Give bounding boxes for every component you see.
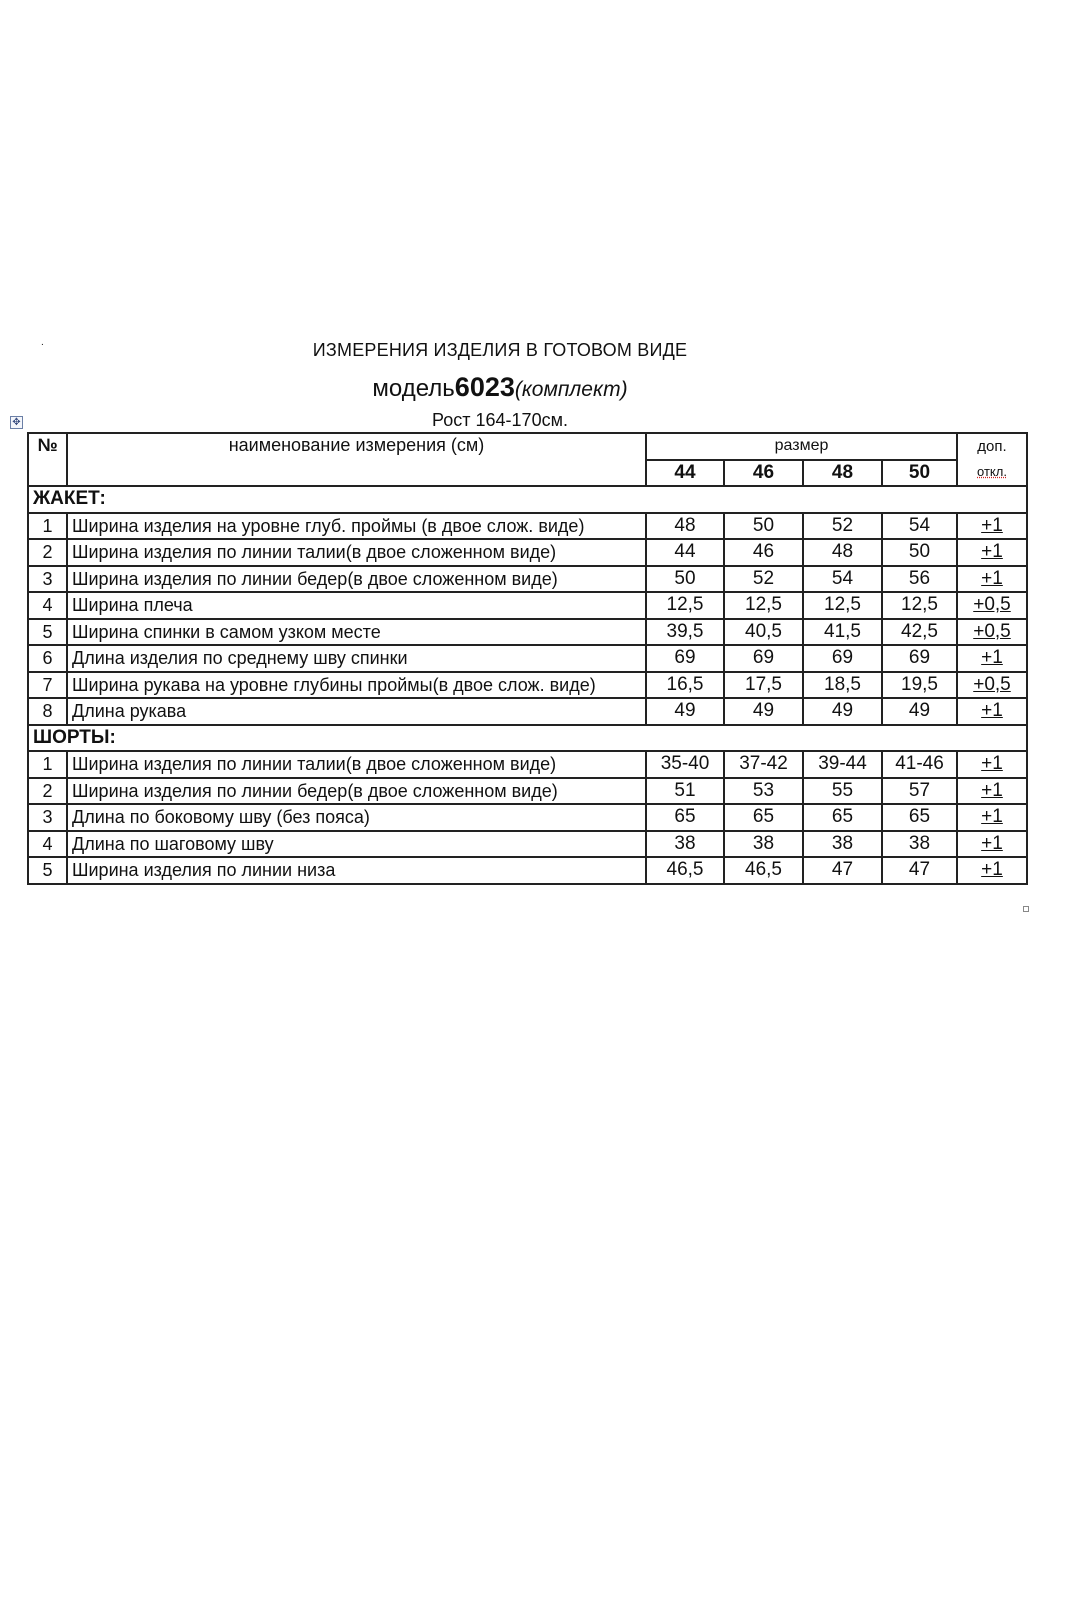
measurement-value: 41-46 (882, 751, 957, 778)
column-header-size: размер (646, 433, 957, 460)
measurement-name: Ширина изделия по линии бедер(в двое сложенном виде) (67, 778, 646, 805)
measurement-value: 52 (724, 566, 803, 593)
measurement-value: 49 (803, 698, 882, 725)
tolerance-value (957, 592, 1027, 619)
table-row (28, 539, 1027, 566)
tolerance-value (957, 539, 1027, 566)
tolerance-value (957, 566, 1027, 593)
row-number: 3 (28, 804, 67, 831)
table-move-handle-icon[interactable]: ✥ (10, 416, 23, 429)
page-title: ИЗМЕРЕНИЯ ИЗДЕЛИЯ В ГОТОВОМ ВИДЕ (312, 340, 688, 360)
measurement-value: 39,5 (646, 619, 724, 646)
size-header: 44 (646, 460, 724, 487)
tolerance-text: +0,5 (973, 594, 1011, 616)
table-row (28, 513, 1027, 540)
tolerance-text: +1 (981, 753, 1003, 775)
measurement-value: 49 (724, 698, 803, 725)
measurement-value: 46 (724, 539, 803, 566)
measurement-value: 12,5 (724, 592, 803, 619)
measurement-value: 49 (882, 698, 957, 725)
height-range: Рост 164-170см. (432, 410, 568, 430)
measurement-value: 19,5 (882, 672, 957, 699)
measurement-value: 65 (882, 804, 957, 831)
measurement-value: 54 (882, 513, 957, 540)
measurement-value: 44 (646, 539, 724, 566)
table-row (28, 857, 1027, 884)
measurement-value: 12,5 (803, 592, 882, 619)
table-row (28, 778, 1027, 805)
measurement-value: 46,5 (724, 857, 803, 884)
table-row (28, 566, 1027, 593)
tolerance-value (957, 804, 1027, 831)
measurement-value: 65 (724, 804, 803, 831)
row-number: 5 (28, 857, 67, 884)
row-number: 6 (28, 645, 67, 672)
tolerance-text: +0,5 (973, 673, 1011, 695)
model-prefix: модель (372, 375, 455, 402)
measurement-value: 18,5 (803, 672, 882, 699)
tolerance-value (957, 778, 1027, 805)
measurement-value: 35-40 (646, 751, 724, 778)
tolerance-text: +1 (981, 541, 1003, 563)
row-number: 1 (28, 513, 67, 540)
measurement-value: 56 (882, 566, 957, 593)
measurement-value: 69 (724, 645, 803, 672)
tolerance-text: +1 (981, 832, 1003, 854)
measurement-value: 50 (646, 566, 724, 593)
table-row (28, 804, 1027, 831)
section-title: ШОРТЫ: (28, 725, 1027, 752)
model-line (0, 372, 1000, 403)
table-row (28, 672, 1027, 699)
measurement-value: 38 (646, 831, 724, 858)
measurement-value: 57 (882, 778, 957, 805)
tolerance-value (957, 513, 1027, 540)
table-row (28, 698, 1027, 725)
measurement-value: 47 (803, 857, 882, 884)
measurement-name: Ширина изделия на уровне глуб. проймы (в двое слож. виде) (67, 513, 646, 540)
table-row (28, 619, 1027, 646)
row-number: 1 (28, 751, 67, 778)
measurement-name: Ширина плеча (67, 592, 646, 619)
model-number: 6023 (454, 372, 515, 402)
table-row (28, 592, 1027, 619)
tolerance-text: +1 (981, 647, 1003, 669)
measurement-value: 12,5 (882, 592, 957, 619)
measurement-value: 48 (646, 513, 724, 540)
measurement-value: 65 (646, 804, 724, 831)
table-row (28, 645, 1027, 672)
measurement-name: Длина по боковому шву (без пояса) (67, 804, 646, 831)
measurement-value: 42,5 (882, 619, 957, 646)
measurement-value: 40,5 (724, 619, 803, 646)
measurement-name: Длина изделия по среднему шву спинки (67, 645, 646, 672)
row-number: 4 (28, 592, 67, 619)
tolerance-text: +0,5 (973, 620, 1011, 642)
measurement-name: Ширина изделия по линии бедер(в двое сложенном виде) (67, 566, 646, 593)
measurement-name: Ширина изделия по линии талии(в двое сложенном виде) (67, 751, 646, 778)
measurement-value: 38 (803, 831, 882, 858)
column-header-tolerance: доп. (957, 433, 1027, 460)
model-note: (комплект) (514, 378, 628, 401)
measurement-value: 12,5 (646, 592, 724, 619)
tolerance-text: +1 (981, 859, 1003, 881)
size-header: 50 (882, 460, 957, 487)
column-header-name: наименование измерения (см) (67, 433, 646, 486)
measurement-value: 46,5 (646, 857, 724, 884)
measurement-value: 51 (646, 778, 724, 805)
tolerance-value (957, 645, 1027, 672)
measurement-value: 47 (882, 857, 957, 884)
measurement-name: Ширина изделия по линии низа (67, 857, 646, 884)
measurement-name: Ширина спинки в самом узком месте (67, 619, 646, 646)
header-row-1 (28, 433, 1027, 460)
measurements-table (27, 432, 1028, 885)
measurement-value: 50 (724, 513, 803, 540)
tolerance-value (957, 672, 1027, 699)
tolerance-text: +1 (981, 779, 1003, 801)
measurement-name: Длина по шаговому шву (67, 831, 646, 858)
row-number: 7 (28, 672, 67, 699)
measurement-value: 53 (724, 778, 803, 805)
measurement-value: 55 (803, 778, 882, 805)
row-number: 4 (28, 831, 67, 858)
row-number: 3 (28, 566, 67, 593)
table-row (28, 831, 1027, 858)
measurement-name: Ширина изделия по линии талии(в двое сложенном виде) (67, 539, 646, 566)
tolerance-text: +1 (981, 514, 1003, 536)
column-header-number: № (28, 433, 67, 486)
measurement-value: 37-42 (724, 751, 803, 778)
table-resize-handle[interactable] (1023, 906, 1029, 912)
column-header-tolerance-2: откл. (957, 460, 1027, 487)
section-title: ЖАКЕТ: (28, 486, 1027, 513)
measurement-name: Ширина рукава на уровне глубины проймы(в двое слож. виде) (67, 672, 646, 699)
measurement-value: 69 (882, 645, 957, 672)
measurement-value: 41,5 (803, 619, 882, 646)
section-row (28, 486, 1027, 513)
measurement-value: 38 (724, 831, 803, 858)
measurement-value: 69 (646, 645, 724, 672)
measurement-value: 38 (882, 831, 957, 858)
row-number: 2 (28, 778, 67, 805)
measurement-value: 65 (803, 804, 882, 831)
tolerance-value (957, 751, 1027, 778)
tolerance-value (957, 619, 1027, 646)
tolerance-value (957, 698, 1027, 725)
row-number: 5 (28, 619, 67, 646)
table-row (28, 751, 1027, 778)
measurement-value: 69 (803, 645, 882, 672)
measurement-value: 54 (803, 566, 882, 593)
measurement-value: 50 (882, 539, 957, 566)
measurement-value: 17,5 (724, 672, 803, 699)
size-header: 46 (724, 460, 803, 487)
row-number: 2 (28, 539, 67, 566)
measurement-value: 39-44 (803, 751, 882, 778)
section-row (28, 725, 1027, 752)
tolerance-text: +1 (981, 567, 1003, 589)
stray-dot: . (41, 337, 44, 348)
tolerance-text: +1 (981, 806, 1003, 828)
measurement-value: 16,5 (646, 672, 724, 699)
row-number: 8 (28, 698, 67, 725)
measurement-value: 48 (803, 539, 882, 566)
tolerance-value (957, 831, 1027, 858)
measurement-value: 49 (646, 698, 724, 725)
size-header: 48 (803, 460, 882, 487)
tolerance-value (957, 857, 1027, 884)
measurement-name: Длина рукава (67, 698, 646, 725)
measurement-value: 52 (803, 513, 882, 540)
tolerance-text: +1 (981, 700, 1003, 722)
